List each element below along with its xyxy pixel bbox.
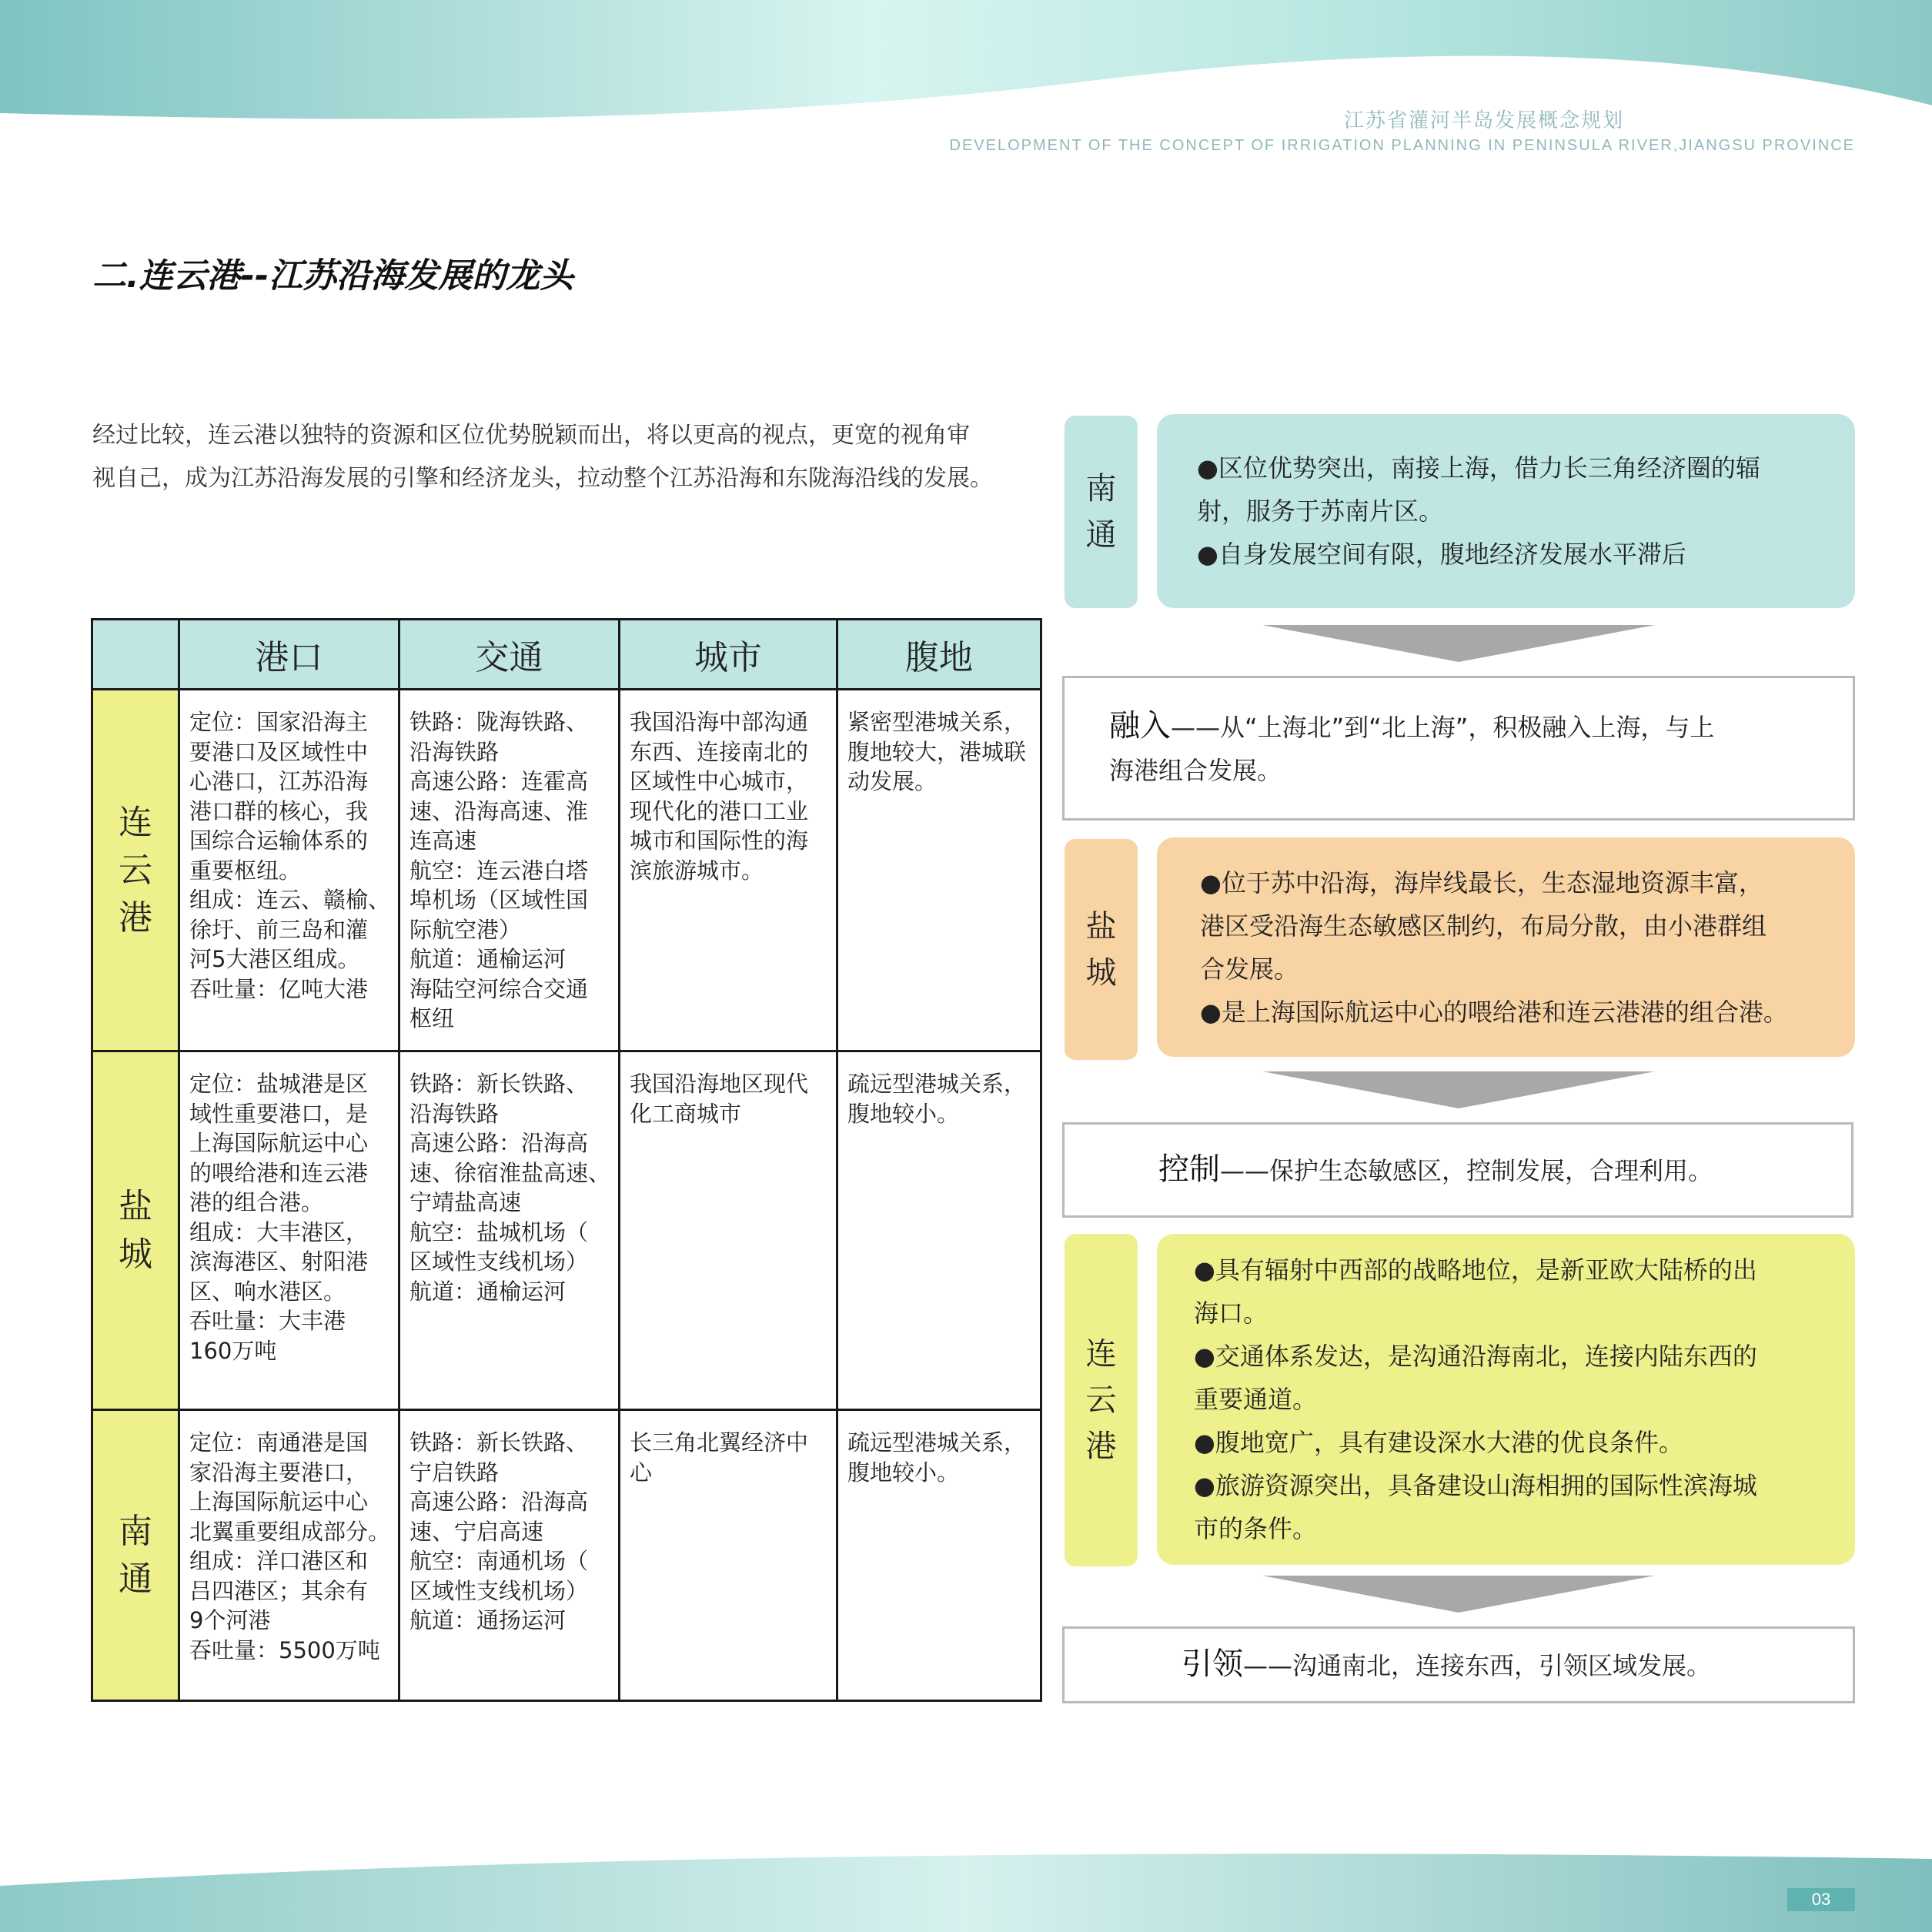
text-line: 铁路：新长铁路、 (409, 1071, 589, 1097)
text-line: ●交通体系发达，是沟通沿海南北，连接内陆东西的 (1194, 1342, 1757, 1371)
text-line: 航道：通榆运河 (409, 1278, 567, 1305)
text-line: 化工商城市 (630, 1100, 742, 1127)
text-line: 160万吨 (189, 1337, 277, 1364)
text-line: 吕四港区；其余有 (189, 1577, 369, 1604)
cell-traffic (399, 1051, 620, 1410)
text-line: 国综合运输体系的 (189, 827, 369, 854)
row-head-lianyungang (92, 690, 179, 1051)
header-wave (0, 0, 1932, 154)
text-line: 组成：大丰港区， (189, 1218, 369, 1245)
text-line: 心港口，江苏沿海 (189, 768, 369, 794)
section-title: 二.连云港--江苏沿海发展的龙头 (92, 256, 574, 296)
text-line: 埠机场（区域性国 (409, 887, 589, 913)
step-control-box (1062, 1122, 1853, 1218)
text-line: ●区位优势突出，南接上海，借力长三角经济圈的辐 (1197, 453, 1760, 483)
text-line: 我国沿海中部沟通 (630, 709, 809, 735)
intro-line: 视自己，成为江苏沿海发展的引擎和经济龙头，拉动整个江苏沿海和东陇海沿线的发展。 (92, 465, 993, 492)
lianyungang-panel (1157, 1234, 1855, 1565)
text-line: 沿海铁路 (409, 1100, 500, 1127)
cell-city (620, 1051, 837, 1410)
text-line: ●具有辐射中西部的战略地位，是新亚欧大陆桥的出 (1194, 1255, 1757, 1285)
intro-line: 经过比较，连云港以独特的资源和区位优势脱颖而出，将以更高的视点，更宽的视角审 (92, 422, 970, 449)
side-label-yancheng (1065, 839, 1138, 1060)
cell-hinterland (837, 1051, 1041, 1410)
text-line: 海陆空河综合交通 (409, 975, 589, 1002)
text-line: 铁路：新长铁路、 (409, 1429, 589, 1456)
text-line: ●腹地宽广，具有建设深水大港的优良条件。 (1194, 1428, 1683, 1457)
nantong-panel (1157, 414, 1855, 608)
text-line: 组成：连云、赣榆、 (189, 887, 391, 913)
text-line: 长三角北翼经济中 (630, 1429, 809, 1456)
row-name: 连云港 (119, 802, 152, 938)
side-label-text: 连云港 (1085, 1336, 1117, 1464)
text-line: 滨海港区、射阳港 (189, 1248, 369, 1275)
text-line: 我国沿海地区现代 (630, 1071, 809, 1097)
text-line: 河5大港区组成。 (189, 946, 360, 972)
side-label-text: 南通 (1085, 471, 1117, 553)
text-line: ●自身发展空间有限，腹地经济发展水平滞后 (1197, 540, 1686, 569)
table-header-row (92, 620, 1041, 690)
text-line: 心 (630, 1459, 653, 1486)
cell-traffic (399, 1410, 620, 1701)
cell-hinterland (837, 690, 1041, 1051)
cell-traffic (399, 690, 620, 1051)
text-line: 疏远型港城关系， (847, 1071, 1027, 1097)
text-line: 航空：南通机场（ (409, 1548, 589, 1574)
cell-city (620, 1410, 837, 1701)
cell-port (179, 1051, 399, 1410)
text-line: 海口。 (1194, 1299, 1269, 1328)
col-header-port: 港口 (179, 620, 399, 690)
row-head-yancheng (92, 1051, 179, 1410)
text-line: 9个河港 (189, 1607, 271, 1633)
intro-paragraph (92, 414, 1024, 500)
step-integrate-line (1109, 704, 1853, 749)
col-header-traffic: 交通 (399, 620, 620, 690)
text-line: 吞吐量：大丰港 (189, 1308, 346, 1334)
text-line: 定位：盐城港是区 (189, 1071, 369, 1097)
text-line: 枢纽 (409, 1005, 455, 1031)
text-line: 定位：国家沿海主 (189, 709, 369, 735)
flow-arrow-3 (1262, 1576, 1655, 1613)
text-line: 市的条件。 (1194, 1514, 1318, 1543)
text-line: 现代化的港口工业 (630, 797, 809, 824)
flow-arrow-1 (1262, 625, 1655, 662)
flow-arrow-2 (1262, 1071, 1655, 1108)
text-line: 航道：通扬运河 (409, 1607, 567, 1633)
step-key: 控制 (1158, 1152, 1220, 1187)
step-integrate-box (1062, 676, 1855, 821)
footer-wave (0, 1840, 1932, 1932)
text-line: 上海国际航运中心 (189, 1130, 369, 1156)
header-title-en: DEVELOPMENT OF THE CONCEPT OF IRRIGATION PLANNING IN PENINSULA RIVER,JIANGSU PROVINCE (949, 137, 1855, 154)
text-line: 区域性支线机场） (409, 1248, 589, 1275)
header-title-cn: 江苏省灌河半岛发展概念规划 (1343, 109, 1624, 132)
text-line: 射，服务于苏南片区。 (1197, 496, 1444, 526)
text-line: 高速公路：沿海高 (409, 1130, 589, 1156)
text-line: 腹地较小。 (847, 1459, 960, 1486)
text-line: 宁启铁路 (409, 1459, 500, 1486)
text-line: 城市和国际性的海 (630, 827, 809, 854)
text-line: 合发展。 (1200, 954, 1299, 984)
page-number: 03 (1787, 1888, 1855, 1911)
cell-port (179, 690, 399, 1051)
text-line: 高速公路：沿海高 (409, 1489, 589, 1515)
text-line: 上海国际航运中心 (189, 1489, 369, 1515)
text-line: ●是上海国际航运中心的喂给港和连云港港的组合港。 (1200, 997, 1788, 1027)
text-line: 速、徐宿淮盐高速、 (409, 1159, 611, 1186)
text-line: 航空：连云港白塔 (409, 857, 589, 884)
text-line: 动发展。 (847, 768, 938, 794)
col-header-hinterland: 腹地 (837, 620, 1041, 690)
step-text: ——沟通南北，连接东西，引领区域发展。 (1243, 1651, 1712, 1680)
text-line: 重要通道。 (1194, 1385, 1318, 1414)
text-line: 吞吐量：5500万吨 (189, 1636, 380, 1663)
text-line: 航道：通榆运河 (409, 946, 567, 972)
yancheng-panel (1157, 837, 1855, 1057)
step-control-line (1158, 1148, 1851, 1192)
text-line: 定位：南通港是国 (189, 1429, 369, 1456)
text-line: 腹地较大，港城联 (847, 738, 1027, 765)
side-label-nantong (1065, 416, 1138, 608)
text-line: 沿海铁路 (409, 738, 500, 765)
table-corner (92, 620, 179, 690)
side-label-text: 盐城 (1085, 908, 1117, 991)
text-line: 紧密型港城关系， (847, 709, 1027, 735)
step-key: 融入 (1109, 708, 1171, 744)
text-line: 域性重要港口，是 (189, 1100, 369, 1127)
row-name: 南通 (119, 1511, 152, 1599)
cell-city (620, 690, 837, 1051)
text-line: 的喂给港和连云港 (189, 1159, 369, 1186)
text-line: 区、响水港区。 (189, 1278, 346, 1305)
text-line: 重要枢纽。 (189, 857, 302, 884)
side-label-lianyungang (1065, 1234, 1138, 1566)
text-line: 北翼重要组成部分。 (189, 1518, 391, 1545)
text-line: 航空：盐城机场（ (409, 1218, 589, 1245)
text-line: 腹地较小。 (847, 1100, 960, 1127)
text-line: 徐圩、前三岛和灌 (189, 916, 369, 943)
cell-hinterland (837, 1410, 1041, 1701)
text-line: 疏远型港城关系， (847, 1429, 1027, 1456)
text-line: 吞吐量：亿吨大港 (189, 975, 369, 1002)
text-line: 际航空港） (409, 916, 522, 943)
step-lead-box (1062, 1626, 1855, 1703)
text-line: 港的组合港。 (189, 1189, 324, 1215)
step-key: 引领 (1182, 1646, 1243, 1682)
text-line: 家沿海主要港口， (189, 1459, 369, 1486)
row-name: 盐城 (119, 1186, 152, 1274)
text-line: 连高速 (409, 827, 477, 854)
text-line: 区域性中心城市， (630, 768, 809, 794)
text-line: 港区受沿海生态敏感区制约，布局分散，由小港群组 (1200, 911, 1767, 941)
table-row (92, 690, 1041, 1051)
text-line: 区域性支线机场） (409, 1577, 589, 1604)
text-line: 速、宁启高速 (409, 1518, 544, 1545)
text-line: 组成：洋口港区和 (189, 1548, 369, 1574)
text-line: 宁靖盐高速 (409, 1189, 522, 1215)
step-text: ——保护生态敏感区，控制发展，合理利用。 (1220, 1156, 1713, 1185)
text-line: 要港口及区域性中 (189, 738, 369, 765)
step-text: ——从“上海北”到“北上海”，积极融入上海，与上 (1171, 713, 1715, 742)
cell-port (179, 1410, 399, 1701)
text-line: 滨旅游城市。 (630, 857, 764, 884)
step-integrate-line: 海港组合发展。 (1109, 756, 1282, 785)
text-line: ●旅游资源突出，具备建设山海相拥的国际性滨海城 (1194, 1471, 1757, 1500)
text-line: 速、沿海高速、淮 (409, 797, 589, 824)
text-line: 高速公路：连霍高 (409, 768, 589, 794)
step-lead-line (1182, 1643, 1853, 1687)
text-line: 东西、连接南北的 (630, 738, 809, 765)
text-line: 铁路：陇海铁路、 (409, 709, 589, 735)
col-header-city: 城市 (620, 620, 837, 690)
text-line: ●位于苏中沿海，海岸线最长，生态湿地资源丰富， (1200, 867, 1763, 897)
row-head-nantong (92, 1410, 179, 1701)
table-row (92, 1410, 1041, 1701)
text-line: 港口群的核心，我 (189, 797, 369, 824)
table-row (92, 1051, 1041, 1410)
comparison-table (91, 618, 1042, 1702)
